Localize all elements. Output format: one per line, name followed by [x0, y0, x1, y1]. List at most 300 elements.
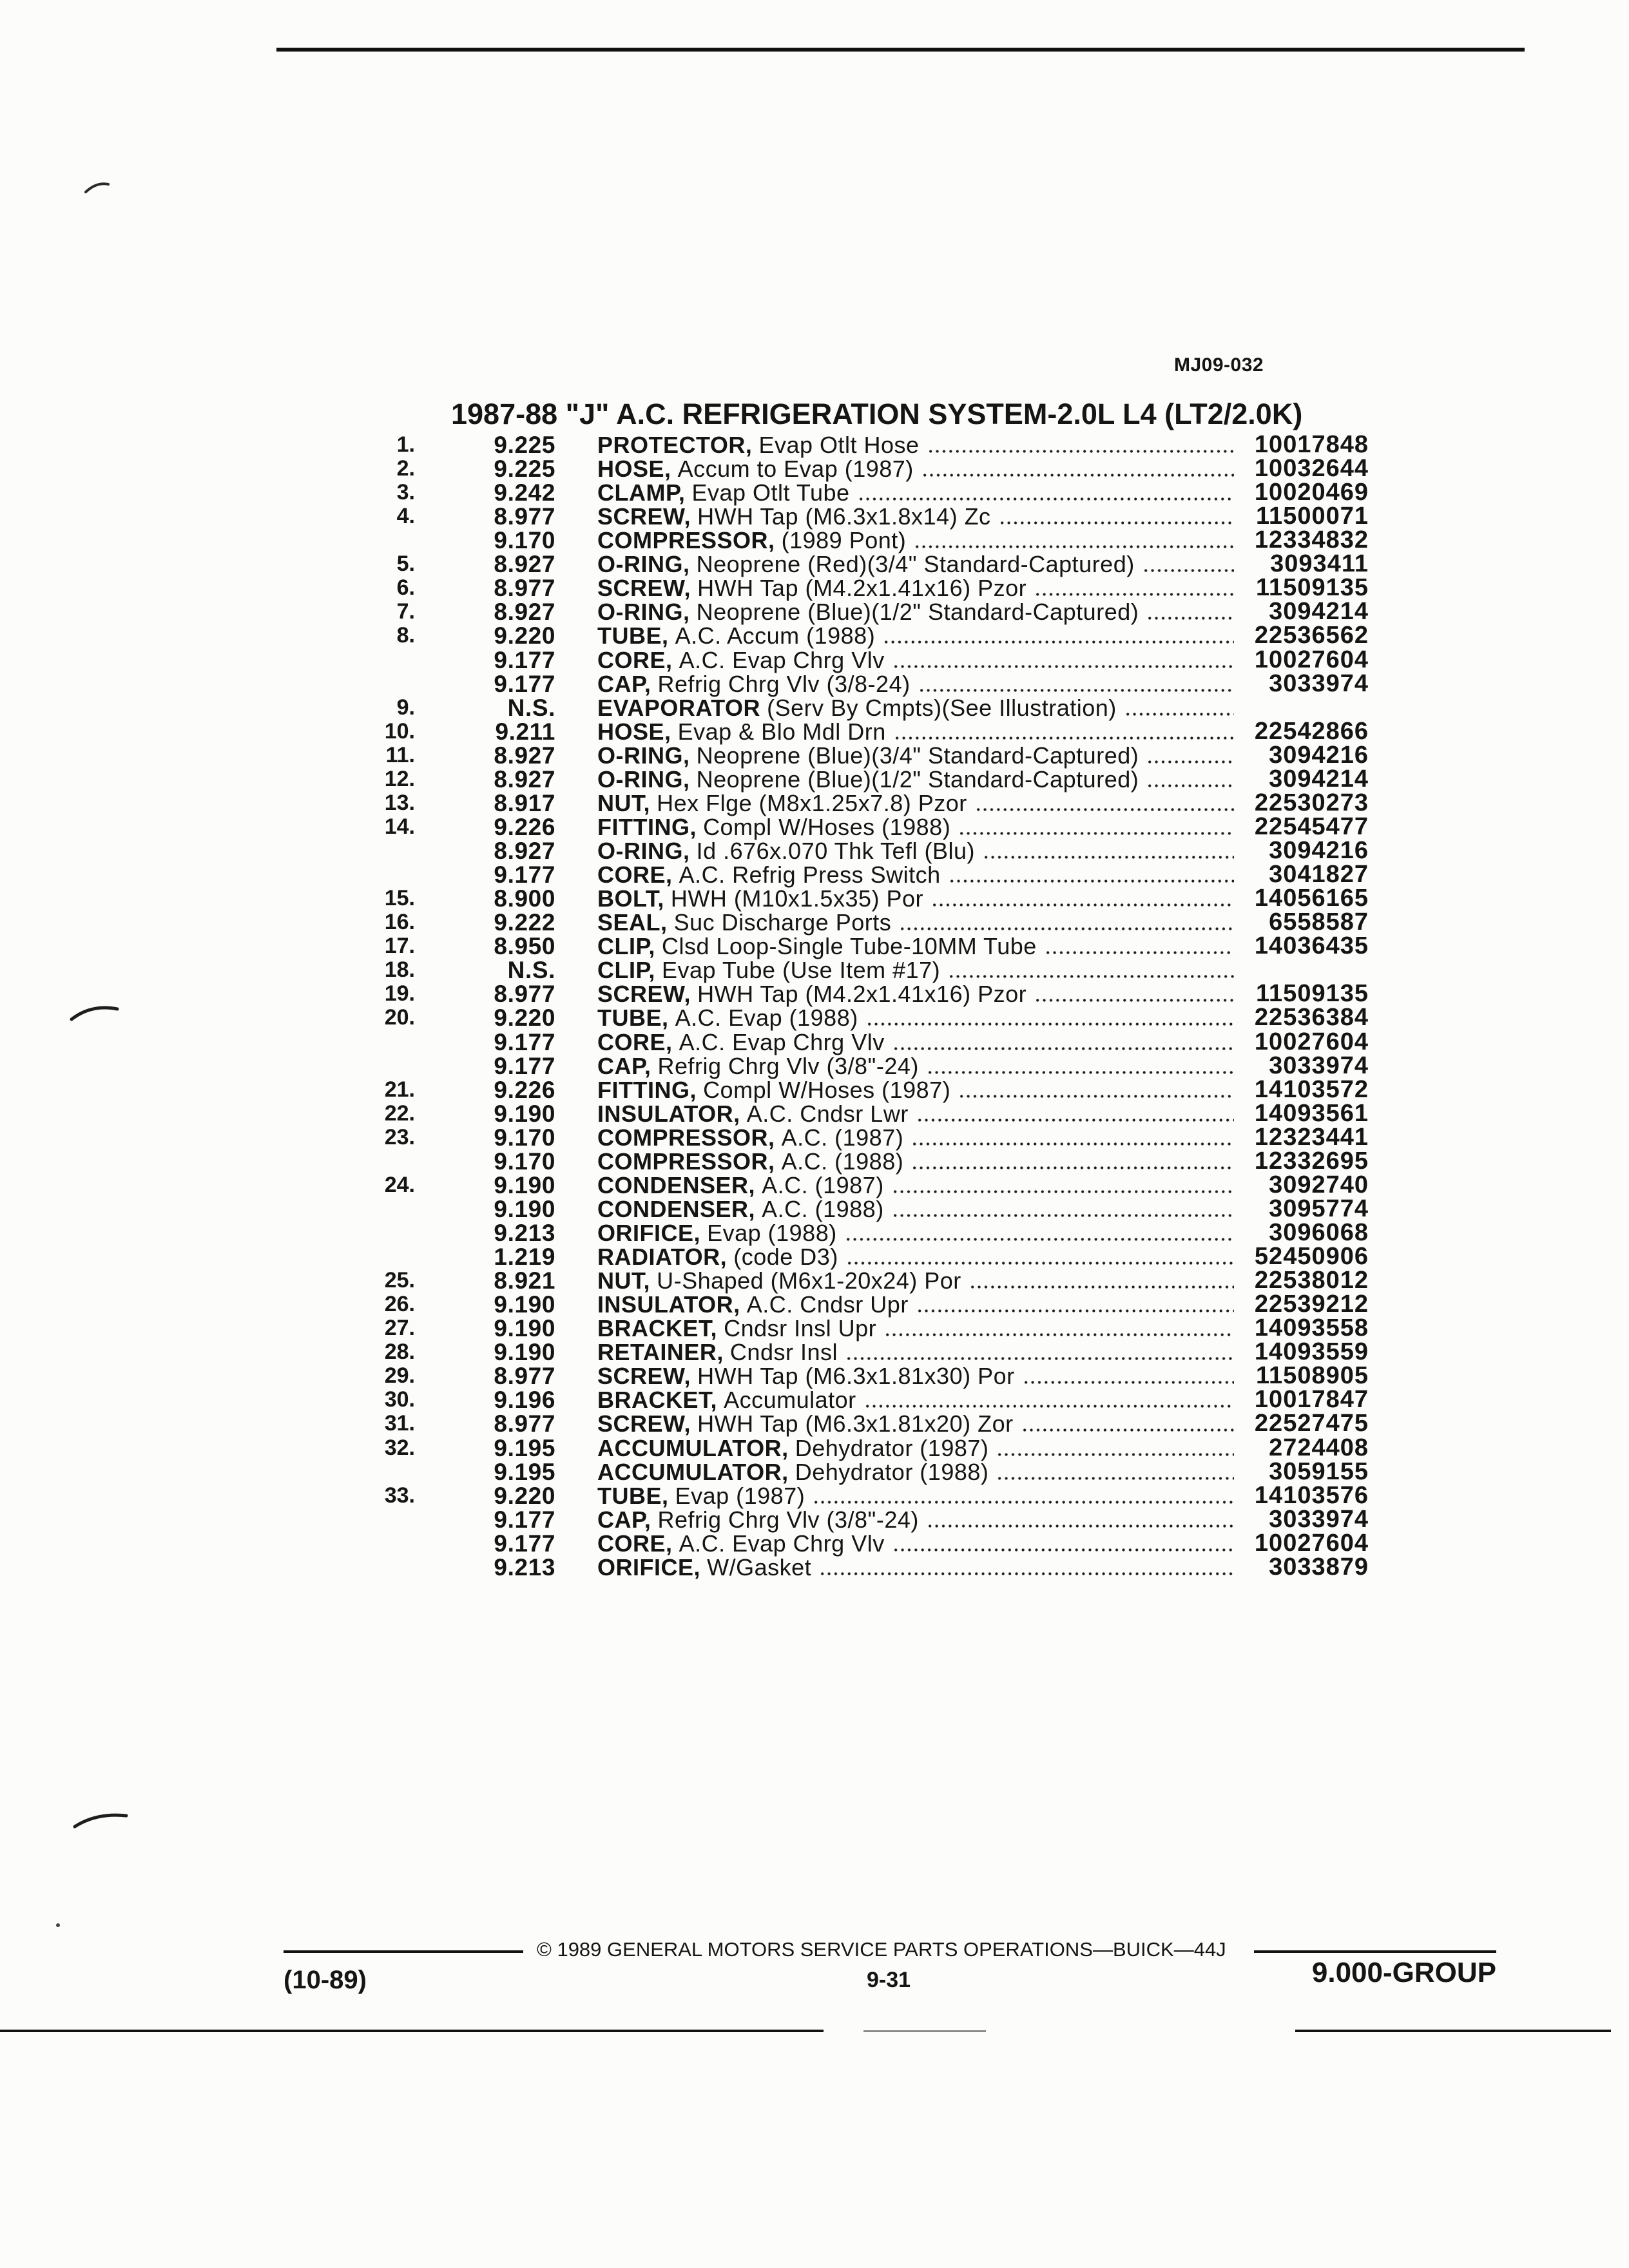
parts-row — [0, 958, 1629, 982]
item-number: 27. — [384, 1316, 415, 1340]
dot-leader — [892, 1047, 1234, 1050]
group-number: 8.927 — [494, 766, 555, 793]
item-number: 1. — [396, 432, 415, 457]
part-name: NUT, — [597, 1267, 650, 1294]
parts-row — [0, 1293, 1629, 1316]
group-number: 8.927 — [494, 838, 555, 864]
item-number: 10. — [384, 719, 415, 744]
part-number: 10032644 — [1254, 455, 1369, 482]
group-number: 8.977 — [494, 1363, 555, 1389]
part-number: 3093411 — [1270, 550, 1369, 577]
group-number: 9.190 — [494, 1339, 555, 1365]
part-detail: W/Gasket — [707, 1554, 812, 1581]
section-title: 1987-88 "J" A.C. REFRIGERATION SYSTEM-2.0L L4 (LT2/2.0K) — [451, 398, 1303, 430]
parts-row — [0, 481, 1629, 505]
item-number: 12. — [384, 767, 415, 791]
group-number: 9.170 — [494, 1148, 555, 1175]
part-number: 10017848 — [1254, 431, 1369, 458]
group-number: 9.220 — [494, 1483, 555, 1509]
part-number: 11500071 — [1256, 503, 1369, 530]
part-detail: Hex Flge (M8x1.25x7.8) Pzor — [657, 790, 967, 816]
footer-rule-right — [1254, 1950, 1496, 1953]
part-detail: Evap Tube (Use Item #17) — [661, 957, 941, 983]
parts-row — [0, 1436, 1629, 1460]
parts-row — [0, 767, 1629, 791]
dot-leader — [892, 665, 1234, 668]
part-description — [597, 958, 1234, 982]
part-detail: A.C. Evap (1988) — [675, 1004, 858, 1031]
part-number: 10027604 — [1254, 1028, 1369, 1055]
part-number: 14093561 — [1254, 1100, 1369, 1127]
part-detail: Suc Discharge Ports — [673, 909, 892, 936]
part-description — [597, 1102, 1234, 1126]
part-name: O-RING, — [597, 766, 690, 793]
part-name: SEAL, — [597, 909, 668, 936]
part-number: 14103576 — [1254, 1482, 1369, 1509]
part-name: TUBE, — [597, 1483, 669, 1509]
part-detail: Cndsr Insl — [729, 1339, 838, 1365]
parts-row — [0, 1197, 1629, 1221]
dot-leader — [916, 1309, 1234, 1312]
dot-leader — [921, 474, 1234, 477]
group-number: 9.196 — [494, 1387, 555, 1413]
part-number: 3059155 — [1269, 1458, 1369, 1485]
dot-leader — [899, 927, 1234, 930]
item-number: 24. — [384, 1173, 415, 1197]
parts-row — [0, 1484, 1629, 1508]
dot-leader — [1146, 617, 1234, 620]
parts-row — [0, 815, 1629, 839]
dot-leader — [948, 975, 1234, 978]
parts-row — [0, 1006, 1629, 1030]
parts-row — [0, 1364, 1629, 1388]
parts-row — [0, 1412, 1629, 1436]
part-description — [597, 1484, 1234, 1508]
part-detail: A.C. Accum (1988) — [675, 622, 876, 649]
dot-leader — [975, 808, 1234, 811]
parts-row — [0, 863, 1629, 887]
part-detail: HWH Tap (M6.3x1.81x20) Zor — [697, 1410, 1014, 1437]
part-name: CLIP, — [597, 933, 655, 959]
part-number: 3033974 — [1269, 1052, 1369, 1079]
part-description — [597, 672, 1234, 696]
part-description — [597, 1460, 1234, 1484]
part-description — [597, 1340, 1234, 1364]
parts-row — [0, 887, 1629, 910]
catalog-code: MJ09-032 — [1174, 354, 1264, 376]
part-detail: Evap (1987) — [675, 1483, 805, 1509]
part-number: 11509135 — [1256, 574, 1369, 601]
part-name: PROTECTOR, — [597, 432, 753, 458]
part-number: 11508905 — [1256, 1362, 1369, 1389]
group-number: 9.226 — [494, 1077, 555, 1103]
parts-row — [0, 576, 1629, 600]
part-detail: HWH Tap (M6.3x1.8x14) Zc — [697, 503, 991, 530]
part-description — [597, 720, 1234, 744]
group-number: 9.213 — [494, 1220, 555, 1246]
group-number: 8.921 — [494, 1267, 555, 1294]
parts-row — [0, 505, 1629, 528]
parts-row — [0, 1221, 1629, 1245]
group-number: 9.170 — [494, 1124, 555, 1151]
part-name: RADIATOR, — [597, 1244, 728, 1270]
bottom-rule — [863, 2030, 986, 2032]
parts-row — [0, 982, 1629, 1006]
part-description — [597, 887, 1234, 910]
item-number: 30. — [384, 1387, 415, 1412]
parts-row — [0, 1388, 1629, 1412]
part-detail: A.C. Evap Chrg Vlv — [679, 647, 885, 673]
dot-leader — [884, 1333, 1234, 1336]
dot-leader — [983, 856, 1234, 859]
group-number: 9.177 — [494, 1530, 555, 1557]
part-description — [597, 481, 1234, 505]
part-number: 22527475 — [1254, 1410, 1369, 1437]
part-name: HOSE, — [597, 718, 671, 745]
parts-row — [0, 672, 1629, 696]
dot-leader — [813, 1501, 1234, 1504]
item-number: 11. — [385, 743, 415, 767]
parts-row — [0, 433, 1629, 457]
item-number: 16. — [384, 910, 415, 934]
scan-speck — [56, 1923, 60, 1927]
part-detail: Accum to Evap (1987) — [677, 456, 914, 482]
part-number: 3094214 — [1269, 765, 1369, 793]
group-number: 8.917 — [494, 790, 555, 816]
part-number: 14103572 — [1254, 1076, 1369, 1103]
part-detail: Clsd Loop-Single Tube-10MM Tube — [661, 933, 1037, 959]
part-detail: Compl W/Hoses (1988) — [703, 814, 951, 840]
revision-date: (10-89) — [284, 1966, 367, 1994]
dot-leader — [911, 1142, 1234, 1146]
dot-leader — [1034, 593, 1234, 596]
part-detail: Neoprene (Blue)(1/2" Standard-Captured) — [696, 599, 1139, 625]
part-name: O-RING, — [597, 742, 690, 769]
copyright-line: © 1989 GENERAL MOTORS SERVICE PARTS OPERATIONS—BUICK—44J — [537, 1938, 1226, 1961]
group-number: 9.177 — [494, 671, 555, 697]
part-detail: HWH Tap (M4.2x1.41x16) Pzor — [697, 981, 1027, 1007]
part-number: 22545477 — [1254, 813, 1369, 840]
part-detail: A.C. Evap Chrg Vlv — [679, 1530, 885, 1557]
dot-leader — [845, 1238, 1234, 1241]
group-number: 9.220 — [494, 1004, 555, 1031]
part-detail: HWH Tap (M6.3x1.81x30) Por — [697, 1363, 1015, 1389]
part-name: CORE, — [597, 1530, 673, 1557]
parts-row — [0, 1173, 1629, 1197]
group-number: 8.900 — [494, 885, 555, 912]
item-number: 23. — [384, 1125, 415, 1149]
dot-leader — [911, 1166, 1234, 1169]
dot-leader — [949, 879, 1234, 883]
parts-row — [0, 934, 1629, 958]
parts-row — [0, 1245, 1629, 1269]
dot-leader — [892, 1214, 1234, 1217]
parts-row — [0, 1030, 1629, 1054]
group-number: 9.177 — [494, 1029, 555, 1055]
parts-row — [0, 528, 1629, 552]
dot-leader — [866, 1023, 1234, 1026]
part-description — [597, 1436, 1234, 1460]
group-number: 9.177 — [494, 647, 555, 673]
bottom-rule — [1295, 2030, 1611, 2032]
part-detail: Refrig Chrg Vlv (3/8"-24) — [657, 1506, 919, 1533]
scan-mark — [75, 1815, 126, 1827]
part-number: 22542866 — [1254, 718, 1369, 745]
part-description — [597, 1269, 1234, 1293]
part-name: EVAPORATOR — [597, 695, 761, 721]
part-description — [597, 457, 1234, 481]
part-detail: A.C. (1987) — [762, 1172, 884, 1198]
part-description — [597, 552, 1234, 576]
part-detail: Id .676x.070 Thk Tefl (Blu) — [696, 838, 975, 864]
dot-leader — [1146, 784, 1234, 787]
part-number: 10027604 — [1254, 646, 1369, 673]
item-number: 4. — [396, 504, 415, 528]
part-detail: Refrig Chrg Vlv (3/8"-24) — [657, 1053, 919, 1079]
part-name: RETAINER, — [597, 1339, 724, 1365]
item-number: 20. — [384, 1005, 415, 1030]
part-name: FITTING, — [597, 814, 697, 840]
part-detail: A.C. Cndsr Upr — [746, 1291, 909, 1318]
part-description — [597, 1316, 1234, 1340]
item-number: 6. — [396, 575, 415, 600]
parts-row — [0, 457, 1629, 481]
dot-leader — [819, 1572, 1234, 1575]
group-number: 9.242 — [494, 479, 555, 506]
part-description — [597, 648, 1234, 672]
part-detail: A.C. (1988) — [762, 1196, 884, 1222]
scan-mark — [86, 184, 108, 192]
parts-row — [0, 1149, 1629, 1173]
part-name: BOLT, — [597, 885, 664, 912]
part-detail: (code D3) — [733, 1244, 838, 1270]
part-description — [597, 1532, 1234, 1555]
group-number: 1.219 — [494, 1244, 555, 1270]
group-number: 9.170 — [494, 527, 555, 553]
dot-leader — [1124, 713, 1234, 716]
part-name: ACCUMULATOR, — [597, 1435, 789, 1461]
part-description — [597, 1006, 1234, 1030]
dot-leader — [918, 689, 1234, 692]
part-detail: Evap (1988) — [707, 1220, 837, 1246]
part-number: 22530273 — [1254, 789, 1369, 816]
group-number: 9.177 — [494, 1506, 555, 1533]
footer-rule-left — [284, 1950, 523, 1953]
dot-leader — [931, 903, 1234, 907]
part-description — [597, 1126, 1234, 1149]
part-name: ORIFICE, — [597, 1554, 701, 1581]
part-number: 22536384 — [1254, 1004, 1369, 1031]
part-detail: Neoprene (Blue)(1/2" Standard-Captured) — [696, 766, 1139, 793]
parts-row — [0, 791, 1629, 815]
part-name: O-RING, — [597, 599, 690, 625]
part-number: 3094216 — [1269, 742, 1369, 769]
dot-leader — [927, 1071, 1234, 1074]
dot-leader — [927, 450, 1234, 453]
part-number: 52450906 — [1254, 1243, 1369, 1270]
group-number: 8.977 — [494, 503, 555, 530]
part-name: O-RING, — [597, 551, 690, 577]
parts-row — [0, 1460, 1629, 1484]
dot-leader — [858, 497, 1234, 501]
parts-row — [0, 1078, 1629, 1102]
item-number: 3. — [396, 480, 415, 505]
part-number: 3092740 — [1269, 1171, 1369, 1198]
part-description — [597, 1508, 1234, 1532]
part-number: 12332695 — [1254, 1148, 1369, 1175]
item-number: 17. — [384, 934, 415, 958]
group-number: 8.927 — [494, 742, 555, 769]
part-number: 22539212 — [1254, 1291, 1369, 1318]
parts-row — [0, 696, 1629, 720]
part-name: BRACKET, — [597, 1315, 718, 1341]
item-number: 26. — [384, 1292, 415, 1316]
dot-leader — [1034, 999, 1234, 1002]
part-name: COMPRESSOR, — [597, 527, 775, 553]
part-number: 22536562 — [1254, 622, 1369, 649]
item-number: 8. — [396, 623, 415, 648]
part-number: 6558587 — [1269, 908, 1369, 936]
parts-row — [0, 552, 1629, 576]
group-number: 8.977 — [494, 981, 555, 1007]
item-number: 29. — [384, 1363, 415, 1388]
part-number: 14056165 — [1254, 885, 1369, 912]
part-detail: Neoprene (Red)(3/4" Standard-Captured) — [696, 551, 1135, 577]
dot-leader — [996, 1453, 1234, 1456]
dot-leader — [914, 545, 1234, 548]
part-number: 3033974 — [1269, 670, 1369, 697]
part-number: 12334832 — [1254, 526, 1369, 553]
part-name: CAP, — [597, 1053, 651, 1079]
item-number: 14. — [384, 814, 415, 839]
part-description — [597, 624, 1234, 648]
part-detail: Evap Otlt Hose — [758, 432, 920, 458]
part-description — [597, 528, 1234, 552]
dot-leader — [958, 1095, 1234, 1098]
part-detail: Cndsr Insl Upr — [724, 1315, 877, 1341]
part-detail: U-Shaped (M6x1-20x24) Por — [657, 1267, 961, 1294]
part-detail: Evap Otlt Tube — [691, 479, 850, 506]
parts-row — [0, 1532, 1629, 1555]
part-name: CONDENSER, — [597, 1196, 756, 1222]
part-description — [597, 1412, 1234, 1436]
group-number: 9.190 — [494, 1100, 555, 1127]
part-name: CORE, — [597, 861, 673, 888]
part-detail: Dehydrator (1987) — [795, 1435, 989, 1461]
part-number: 14093558 — [1254, 1314, 1369, 1341]
part-number: 14036435 — [1254, 932, 1369, 959]
part-name: CORE, — [597, 647, 673, 673]
group-number: 8.927 — [494, 551, 555, 577]
part-detail: A.C. (1987) — [781, 1124, 904, 1151]
item-number: 33. — [384, 1483, 415, 1508]
dot-leader — [969, 1285, 1234, 1289]
part-description — [597, 1149, 1234, 1173]
part-number: 10020469 — [1254, 479, 1369, 506]
part-detail: Accumulator — [724, 1387, 856, 1413]
dot-leader — [846, 1262, 1234, 1265]
dot-leader — [999, 521, 1234, 524]
part-number: 3094216 — [1269, 837, 1369, 864]
part-name: SCREW, — [597, 1410, 691, 1437]
part-name: SCREW, — [597, 1363, 691, 1389]
dot-leader — [892, 1548, 1234, 1552]
top-rule — [276, 48, 1525, 52]
item-number: 19. — [384, 981, 415, 1006]
part-description — [597, 1293, 1234, 1316]
group-number: 9.225 — [494, 432, 555, 458]
parts-row — [0, 600, 1629, 624]
part-description — [597, 910, 1234, 934]
dot-leader — [864, 1405, 1234, 1408]
part-number: 10027604 — [1254, 1530, 1369, 1557]
part-name: HOSE, — [597, 456, 671, 482]
item-number: 15. — [384, 886, 415, 910]
part-name: SCREW, — [597, 503, 691, 530]
part-detail: Evap & Blo Mdl Drn — [677, 718, 886, 745]
group-number: 9.226 — [494, 814, 555, 840]
part-detail: Compl W/Hoses (1987) — [703, 1077, 951, 1103]
parts-row — [0, 648, 1629, 672]
parts-row — [0, 1102, 1629, 1126]
part-number: 3033879 — [1269, 1553, 1369, 1581]
group-label: 9.000-GROUP — [1311, 1957, 1496, 1988]
part-description — [597, 791, 1234, 815]
parts-row — [0, 1316, 1629, 1340]
item-number: 18. — [384, 957, 415, 982]
item-number: 5. — [396, 552, 415, 576]
dot-leader — [845, 1357, 1234, 1360]
item-number: 7. — [396, 599, 415, 624]
group-number: 9.177 — [494, 861, 555, 888]
part-description — [597, 982, 1234, 1006]
group-number: 9.195 — [494, 1435, 555, 1461]
part-description — [597, 696, 1234, 720]
dot-leader — [1045, 951, 1234, 954]
part-name: SCREW, — [597, 981, 691, 1007]
part-description — [597, 934, 1234, 958]
dot-leader — [892, 1190, 1234, 1193]
parts-row — [0, 910, 1629, 934]
part-number: 12323441 — [1254, 1124, 1369, 1151]
group-number: 9.225 — [494, 456, 555, 482]
part-name: CLAMP, — [597, 479, 686, 506]
item-number: 13. — [384, 791, 415, 815]
part-name: CORE, — [597, 1029, 673, 1055]
parts-row — [0, 1054, 1629, 1078]
group-number: 9.220 — [494, 622, 555, 649]
part-number: 22538012 — [1254, 1267, 1369, 1294]
part-detail: HWH (M10x1.5x35) Por — [670, 885, 924, 912]
part-detail: A.C. (1988) — [781, 1148, 904, 1175]
part-description — [597, 1030, 1234, 1054]
item-number: 22. — [384, 1101, 415, 1126]
part-name: SCREW, — [597, 575, 691, 601]
part-name: COMPRESSOR, — [597, 1148, 775, 1175]
part-number: 10017847 — [1254, 1386, 1369, 1413]
part-number: 11509135 — [1256, 980, 1369, 1007]
part-number: 3033974 — [1269, 1506, 1369, 1533]
dot-leader — [958, 832, 1234, 835]
part-number: 3094214 — [1269, 598, 1369, 625]
parts-row — [0, 1269, 1629, 1293]
group-number: 9.177 — [494, 1053, 555, 1079]
part-name: TUBE, — [597, 1004, 669, 1031]
group-number: 9.211 — [495, 718, 555, 745]
group-number: 9.190 — [494, 1172, 555, 1198]
part-name: ACCUMULATOR, — [597, 1459, 789, 1485]
dot-leader — [996, 1477, 1234, 1480]
